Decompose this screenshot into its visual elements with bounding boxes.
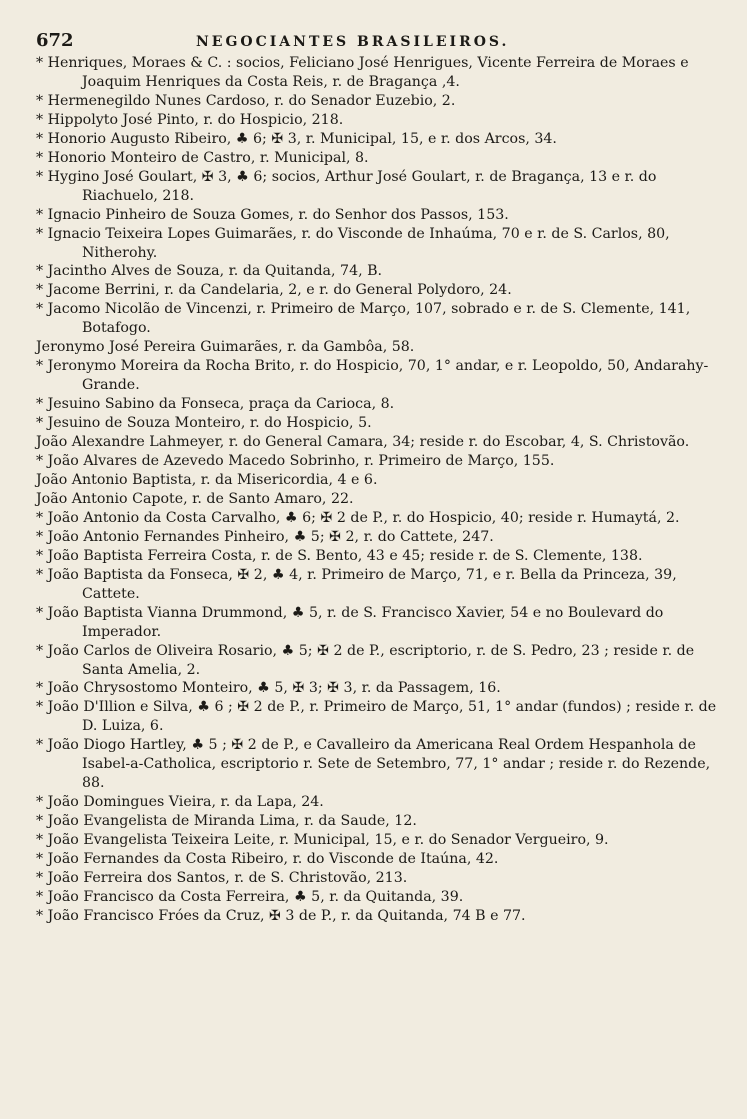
- directory-entry: * João Fernandes da Costa Ribeiro, r. do Visconde de Itaúna, 42.: [36, 851, 499, 868]
- directory-entry: * Jacome Berrini, r. da Candelaria, 2, e r. do General Polydoro, 24.: [36, 282, 512, 299]
- directory-entry: Jeronymo José Pereira Guimarães, r. da Gambôa, 58.: [36, 339, 415, 356]
- directory-entry: * Jeronymo Moreira da Rocha Brito, r. do Hospicio, 70, 1° andar, e r. Leopoldo, 50, Andarahy-Grande.: [36, 358, 709, 394]
- directory-entry: * João Evangelista Teixeira Leite, r. Municipal, 15, e r. do Senador Vergueiro, 9.: [36, 832, 609, 849]
- directory-entry: * Honorio Monteiro de Castro, r. Municipal, 8.: [36, 149, 369, 166]
- directory-entry: * João Antonio da Costa Carvalho, ♣ 6; ✠ 2 de P., r. do Hospicio, 40; reside r. Humaytá, 2.: [36, 509, 680, 526]
- directory-entry: * João Chrysostomo Monteiro, ♣ 5, ✠ 3; ✠ 3, r. da Passagem, 16.: [36, 680, 501, 697]
- directory-entry: * Jacintho Alves de Souza, r. da Quitanda, 74, B.: [36, 263, 383, 280]
- directory-entry: * João Antonio Fernandes Pinheiro, ♣ 5; ✠ 2, r. do Cattete, 247.: [36, 528, 494, 545]
- directory-entry: * Honorio Augusto Ribeiro, ♣ 6; ✠ 3, r. Municipal, 15, e r. dos Arcos, 34.: [36, 130, 557, 147]
- directory-entry: * Ignacio Teixeira Lopes Guimarães, r. do Visconde de Inhaúma, 70 e r. de S. Carlos, 80, Nitherohy.: [36, 225, 670, 261]
- directory-entry: * João Ferreira dos Santos, r. de S. Christovão, 213.: [36, 869, 408, 886]
- directory-entry: * João Baptista Ferreira Costa, r. de S. Bento, 43 e 45; reside r. de S. Clemente, 138.: [36, 547, 643, 564]
- directory-entry: * João Domingues Vieira, r. da Lapa, 24.: [36, 794, 324, 811]
- directory-entry: * Ignacio Pinheiro de Souza Gomes, r. do Senhor dos Passos, 153.: [36, 206, 509, 223]
- directory-entry: * João Alvares de Azevedo Macedo Sobrinho, r. Primeiro de Março, 155.: [36, 453, 555, 470]
- directory-entry: * Hippolyto José Pinto, r. do Hospicio, 218.: [36, 111, 344, 128]
- directory-entry: João Antonio Capote, r. de Santo Amaro, 22.: [36, 490, 354, 507]
- directory-entry: * João Francisco Fróes da Cruz, ✠ 3 de P., r. da Quitanda, 74 B e 77.: [36, 907, 526, 924]
- directory-entries: [36, 54, 723, 926]
- running-title: NEGOCIANTES BRASILEIROS.: [196, 34, 510, 50]
- directory-entry: * João Baptista Vianna Drummond, ♣ 5, r. de S. Francisco Xavier, 54 e no Boulevard do Imperador.: [36, 604, 664, 640]
- directory-entry: * João Francisco da Costa Ferreira, ♣ 5, r. da Quitanda, 39.: [36, 888, 464, 905]
- directory-entry: * Jacomo Nicolão de Vincenzi, r. Primeiro de Março, 107, sobrado e r. de S. Clemente, 141, Botafogo.: [36, 301, 691, 337]
- page-header: [36, 30, 723, 52]
- page-number: 672: [36, 30, 74, 51]
- directory-entry: * Henriques, Moraes & C. : socios, Feliciano José Henrigues, Vicente Ferreira de Moraes e Joaquim Henriques da Costa Reis, r. de Bragança ,4.: [36, 55, 689, 90]
- directory-entry: * Hermenegildo Nunes Cardoso, r. do Senador Euzebio, 2.: [36, 92, 456, 109]
- directory-entry: * Jesuino de Souza Monteiro, r. do Hospicio, 5.: [36, 415, 372, 432]
- directory-entry: João Antonio Baptista, r. da Misericordia, 4 e 6.: [36, 471, 378, 488]
- directory-entry: João Alexandre Lahmeyer, r. do General Camara, 34; reside r. do Escobar, 4, S. Christovão.: [36, 434, 690, 451]
- directory-entry: * Hygino José Goulart, ✠ 3, ♣ 6; socios, Arthur José Goulart, r. de Bragança, 13 e r. do Riachuelo, 218.: [36, 168, 657, 204]
- directory-entry: * João D'Illion e Silva, ♣ 6 ; ✠ 2 de P., r. Primeiro de Março, 51, 1° andar (fundos) ; reside r. de D. Luiza, 6.: [36, 699, 717, 735]
- directory-entry: * João Diogo Hartley, ♣ 5 ; ✠ 2 de P., e Cavalleiro da Americana Real Ordem Hespanhola de Isabel-a-Catholica, escriptorio r. Sete de Setembro, 77, 1° andar ; reside r. do Rezende, 88.: [36, 737, 711, 792]
- directory-entry: * Jesuino Sabino da Fonseca, praça da Carioca, 8.: [36, 396, 395, 413]
- directory-entry: * João Baptista da Fonseca, ✠ 2, ♣ 4, r. Primeiro de Março, 71, e r. Bella da Princeza, 39, Cattete.: [36, 566, 677, 602]
- directory-entry: * João Evangelista de Miranda Lima, r. da Saude, 12.: [36, 813, 417, 830]
- directory-entry: * João Carlos de Oliveira Rosario, ♣ 5; ✠ 2 de P., escriptorio, r. de S. Pedro, 23 ; reside r. de Santa Amelia, 2.: [36, 642, 695, 678]
